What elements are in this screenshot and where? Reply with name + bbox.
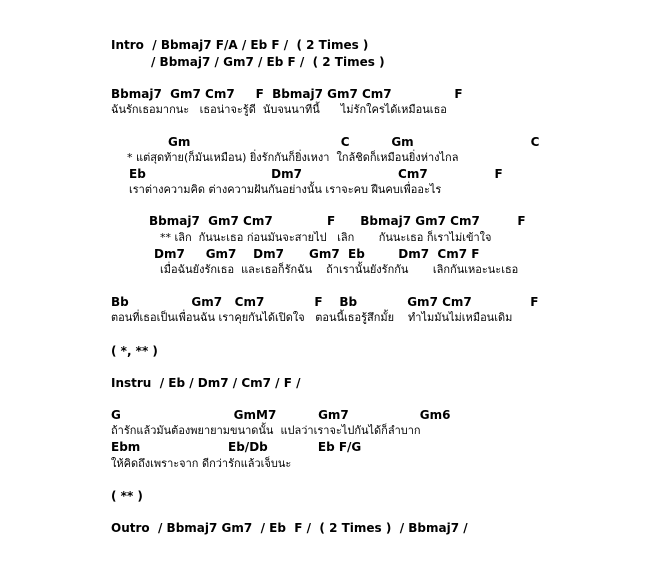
chorus1-chord-line-2: Eb Dm7 Cm7 F — [129, 167, 503, 181]
chorus2-lyric-line-1: ** เลิก กันนะเธอ ก่อนมันจะสายไป เลิก กันนะเธอ ก็เราไม่เข้าใจ — [160, 231, 492, 244]
intro-line: Intro / Bbmaj7 F/A / Eb F / ( 2 Times ) — [111, 38, 369, 52]
intro-line-2: / Bbmaj7 / Gm7 / Eb F / ( 2 Times ) — [151, 55, 385, 69]
verse1-chord-line: Bbmaj7 Gm7 Cm7 F Bbmaj7 Gm7 Cm7 F — [111, 87, 463, 101]
bridge-lyric-line-2: ให้คิดถึงเพราะจาก ดีกว่ารักแล้วเจ็บนะ — [111, 457, 292, 470]
chorus1-chord-line-1: Gm C Gm C — [168, 135, 540, 149]
repeat-marker: ( *, ** ) — [111, 344, 158, 358]
instru-line: Instru / Eb / Dm7 / Cm7 / F / — [111, 376, 301, 390]
repeat-marker-2: ( ** ) — [111, 489, 143, 503]
chorus2-chord-line-1: Bbmaj7 Gm7 Cm7 F Bbmaj7 Gm7 Cm7 F — [149, 214, 526, 228]
chorus2-chord-line-2: Dm7 Gm7 Dm7 Gm7 Eb Dm7 Cm7 F — [154, 247, 480, 261]
chorus1-lyric-line-1: * แต่สุดท้าย(ก็มันเหมือน) ยิ่งรักกันก็ยิ่งเหงา ใกล้ชิดก็เหมือนยิ่งห่างไกล — [127, 151, 459, 164]
outro-line: Outro / Bbmaj7 Gm7 / Eb F / ( 2 Times ) / Bbmaj7 / — [111, 521, 468, 535]
bridge-chord-line-2: Ebm Eb/Db Eb F/G — [111, 440, 362, 454]
chorus2-lyric-line-2: เมื่อฉันยังรักเธอ และเธอก็รักฉัน ถ้าเรานั้นยังรักกัน เลิกกันเหอะนะเธอ — [160, 263, 519, 276]
verse2-chord-line: Bb Gm7 Cm7 F Bb Gm7 Cm7 F — [111, 295, 539, 309]
bridge-chord-line-1: G GmM7 Gm7 Gm6 — [111, 408, 451, 422]
verse2-lyric-line: ตอนที่เธอเป็นเพื่อนฉัน เราคุยกันได้เปิดใจ ตอนนี้เธอรู้สึกมั้ย ทำไมมันไม่เหมือนเดิม — [111, 311, 513, 324]
verse1-lyric-line: ฉันรักเธอมากนะ เธอน่าจะรู้ดี นับจนนาทีนี้ ไม่รักใครได้เหมือนเธอ — [111, 103, 447, 116]
chorus1-lyric-line-2: เราต่างความคิด ต่างความฝันกันอย่างนั้น เราจะคบ ฝืนคบเพื่ออะไร — [129, 183, 442, 196]
bridge-lyric-line-1: ถ้ารักแล้วมันต้องพยายามขนาดนั้น แปลว่าเราจะไปกันได้ก็ลำบาก — [111, 424, 421, 437]
